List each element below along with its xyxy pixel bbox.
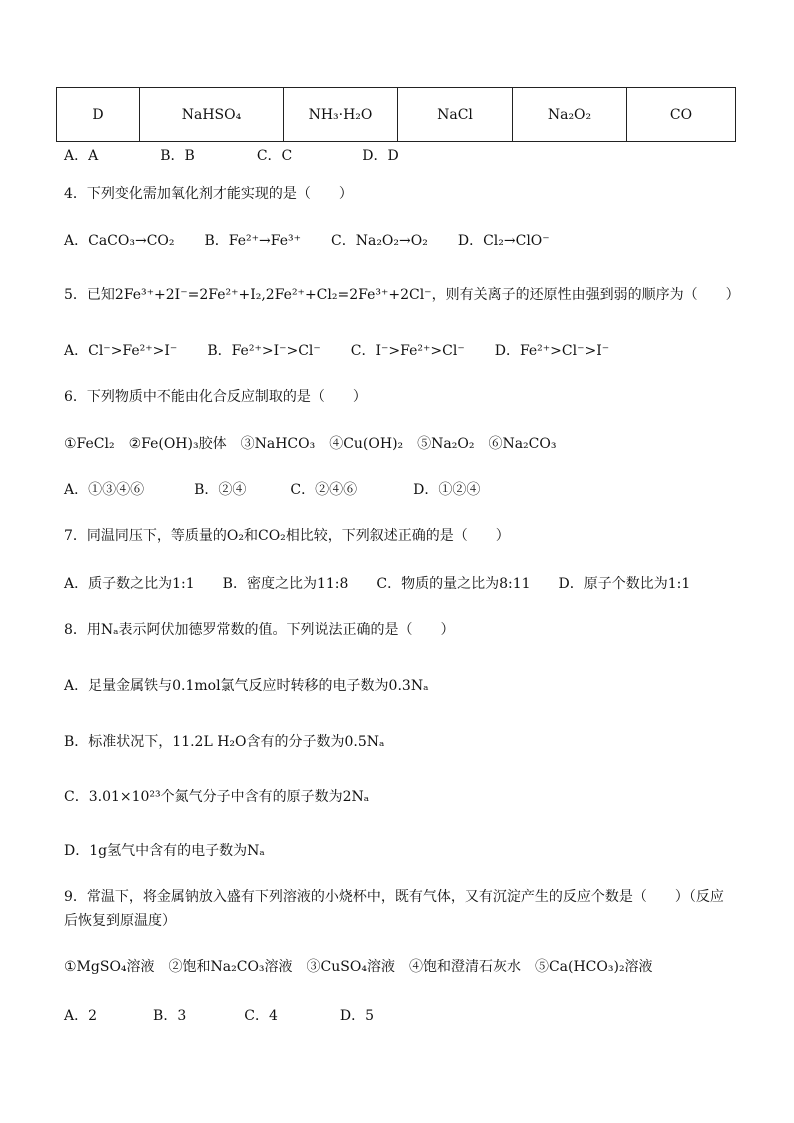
q3-options <box>64 146 399 166</box>
option-c: C．②④⑥ <box>290 482 358 498</box>
option-c: C．Na₂O₂→O₂ <box>331 233 428 249</box>
option-a: A．①③④⑥ <box>64 482 145 498</box>
option-b: B．3 <box>153 1008 187 1024</box>
option-b: B．Fe²⁺>I⁻>Cl⁻ <box>207 343 321 359</box>
q8-option-a: A．足量金属铁与0.1mol氯气反应时转移的电子数为0.3Nₐ <box>64 678 429 694</box>
table-cell: NaHSO₄ <box>140 88 284 142</box>
option-c: C．物质的量之比为8:11 <box>376 576 531 592</box>
option-d: D．①②④ <box>413 482 481 498</box>
table-cell: NH₃·H₂O <box>284 88 398 142</box>
q8-option-c: C．3.01×10²³个氮气分子中含有的原子数为2Nₐ <box>64 789 370 805</box>
q9-options <box>64 1006 374 1026</box>
option-d: D．5 <box>339 1008 374 1024</box>
option-b: B．Fe²⁺→Fe³⁺ <box>204 233 302 249</box>
row-label-cell: D <box>57 88 140 142</box>
q8-option-d: D．1g氢气中含有的电子数为Nₐ <box>64 843 265 859</box>
option-b: B．密度之比为11:8 <box>222 576 349 592</box>
option-c: C．I⁻>Fe²⁺>Cl⁻ <box>350 343 465 359</box>
option-d: D．Cl₂→ClO⁻ <box>457 233 550 249</box>
option-a: A．A <box>64 148 99 164</box>
q5-stem: 5．已知2Fe³⁺+2I⁻=2Fe²⁺+I₂,2Fe²⁺+Cl₂=2Fe³⁺+2Cl⁻，则有关离子的还原性由强到弱的顺序为（ ） <box>64 287 740 303</box>
option-d: D．D <box>362 148 399 164</box>
option-a: A．Cl⁻>Fe²⁺>I⁻ <box>64 343 178 359</box>
q8-stem: 8．用Nₐ表示阿伏加德罗常数的值。下列说法正确的是（ ） <box>64 622 455 638</box>
table-cell: CO <box>627 88 736 142</box>
option-a: A．CaCO₃→CO₂ <box>64 233 175 249</box>
option-c: C．C <box>256 148 293 164</box>
table-row <box>57 88 736 142</box>
q8-option-b: B．标准状况下，11.2L H₂O含有的分子数为0.5Nₐ <box>64 734 385 750</box>
option-d: D．Fe²⁺>Cl⁻>I⁻ <box>494 343 610 359</box>
q6-items: ①FeCl₂ ②Fe(OH)₃胶体 ③NaHCO₃ ④Cu(OH)₂ ⑤Na₂O₂ ⑥Na₂CO₃ <box>64 436 557 452</box>
q5-options <box>64 341 609 361</box>
option-a: A．2 <box>64 1008 98 1024</box>
option-d: D．原子个数比为1:1 <box>558 576 691 592</box>
q7-stem: 7．同温同压下，等质量的O₂和CO₂相比较，下列叙述正确的是（ ） <box>64 528 510 544</box>
option-b: B．B <box>160 148 195 164</box>
option-b: B．②④ <box>194 482 247 498</box>
q9-items: ①MgSO₄溶液 ②饱和Na₂CO₃溶液 ③CuSO₄溶液 ④饱和澄清石灰水 ⑤Ca(HCO₃)₂溶液 <box>64 959 653 975</box>
q4-options <box>64 231 550 251</box>
q6-stem: 6．下列物质中不能由化合反应制取的是（ ） <box>64 389 367 405</box>
table-cell: Na₂O₂ <box>513 88 627 142</box>
options-table <box>56 87 736 142</box>
q4-stem: 4．下列变化需加氧化剂才能实现的是（ ） <box>64 186 353 202</box>
q7-options <box>64 574 690 594</box>
option-a: A．质子数之比为1:1 <box>64 576 195 592</box>
table-cell: NaCl <box>398 88 513 142</box>
option-c: C．4 <box>244 1008 278 1024</box>
q9-stem: 9．常温下，将金属钠放入盛有下列溶液的小烧杯中，既有气体，又有沉淀产生的反应个数是（ ）（反应后恢复到原温度） <box>64 889 724 929</box>
q6-options <box>64 480 480 500</box>
